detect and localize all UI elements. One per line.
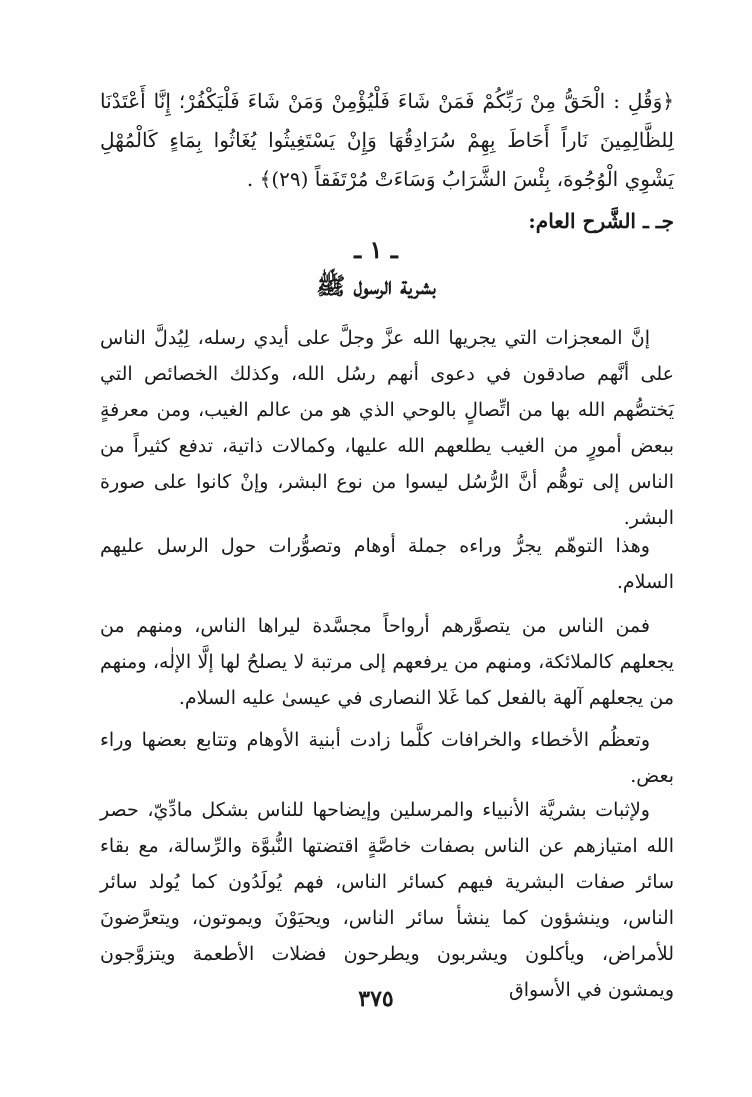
paragraph-5: ولإثبات بشريَّة الأنبياء والمرسلين وإيضاحها للناس بشكل مادِّيّ، حصر الله امتيازهم عن الناس بصفات خاصَّةٍ اقتضتها النُّبوَّة والرِّسالة، مع بقاء سائر صفات البشرية فيهم كسائر الناس، فهم يُولَدُون كما يُولد سائر الناس، وينشؤون كما ينشأ سائر الناس، ويحيَوْنَ ويموتون، ويتعرَّضونَ للأمراض، ويأكلون ويشربون ويطرحون فضلات الأطعمة ويتزوَّجون ويمشون في الأسواق xyxy=(100,799,674,1001)
paragraph-3: فمن الناس من يتصوَّرهم أرواحاً مجسَّدة ليراها الناس، ومنهم من يجعلهم كالملائكة، ومنهم من يرفعهم إلى مرتبة لا يصلحُ لها إلَّا الإلٰه، ومنهم من يجعلهم آلهة بالفعل كما غَلا النصارى في عيسىٰ عليه السلام. xyxy=(100,615,674,709)
paragraph-2: وهذا التوهّم يجرُّ وراءه جملة أوهام وتصوُّرات حول الرسل عليهم السلام. xyxy=(100,535,674,593)
section-heading: جـ ـ الشَّرح العام: xyxy=(528,209,674,233)
chapter-title: بشرية الرسول ﷺ xyxy=(316,271,436,300)
quran-verse: ﴿وَقُلِ : الْحَقُّ مِنْ رَبِّكُمْ فَمَنْ شَاءَ فَلْيُؤْمِنْ وَمَنْ شَاءَ فَلْيَكْفُرْ؛ إِنَّا أَعْتَدْنَا لِلظَّالِمِينَ نَاراً أَحَاطَ بِهِمْ سُرَادِقُهَا وَإِنْ يَسْتَغِيثُوا يُغَاثُوا بِمَاءٍ كَالْمُهْلِ يَشْوِي الْوُجُوهَ، بِئْسَ الشَّرَابُ وَسَاءَتْ مُرْتَفَقاً (٢٩)﴾ . xyxy=(100,89,674,191)
page-number: ٣٧٥ xyxy=(358,986,394,1012)
paragraph-4: وتعظُم الأخطاء والخرافات كلَّما زادت أبنية الأوهام وتتابع بعضها وراء بعض. xyxy=(100,729,674,787)
paragraph-1: إنَّ المعجزات التي يجريها الله عزَّ وجلَّ على أيدي رسله، لِيُدلَّ الناس على أنَّهم صادقون في دعوى أنهم رسُل الله، وكذلك الخصائص التي يَختصُّهم الله بها من اتِّصالٍ بالوحي الذي هو من عالم الغيب، ومن معرفةٍ ببعض أمورٍ من الغيب يطلعهم الله عليها، وكمالات ذاتية، تدفع كثيراً من الناس إلى توهُّم أنَّ الرُّسُل ليسوا من نوع البشر، وإنْ كانوا على صورة البشر. xyxy=(100,327,674,529)
chapter-number: ـ ١ ـ xyxy=(354,235,398,264)
